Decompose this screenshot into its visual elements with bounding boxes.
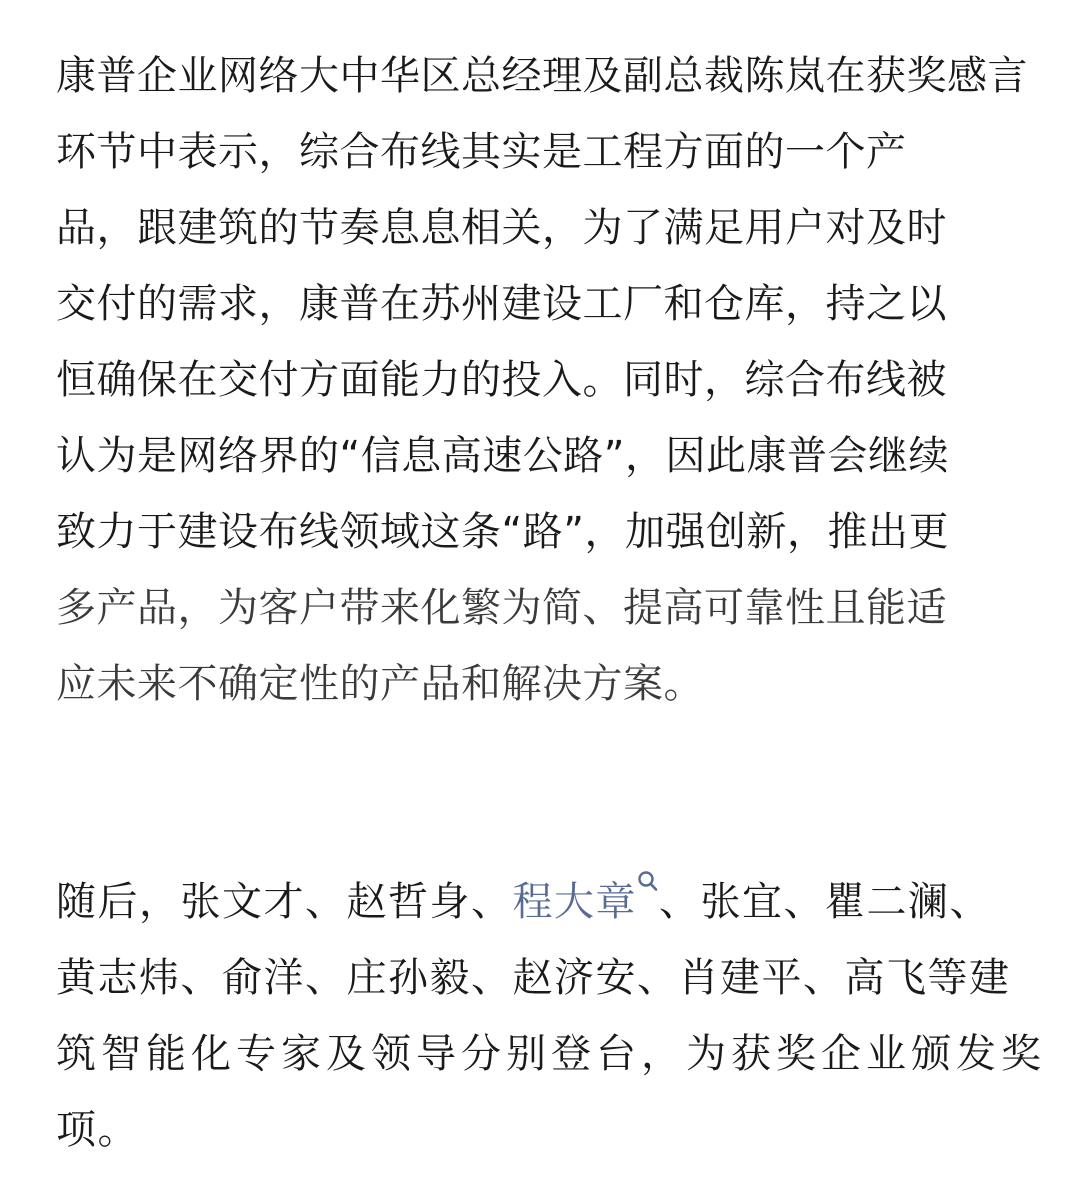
text-line: 品，跟建筑的节奏息息相关，为了满足用户对及时 [56,205,947,251]
text-line: 认为是网络界的“信息高速公路”，因此康普会继续 [56,433,949,479]
text-segment: 、张宜、瞿二澜、 [659,879,991,925]
text-line: 交付的需求，康普在苏州建设工厂和仓库，持之以 [56,281,947,327]
text-line: 环节中表示，综合布线其实是工程方面的一个产 [56,129,907,175]
text-line: 项。 [56,1107,139,1153]
text-line [56,864,1036,940]
text-line: 筑智能化专家及领导分别登台，为获奖企业颁发奖 [56,1031,1046,1077]
text-line: 应未来不确定性的产品和解决方案。 [56,661,704,707]
paragraph-award-presenters [56,864,1046,1168]
paragraph-award-speech [56,38,1036,722]
text-line: 致力于建设布线领域这条“路”，加强创新，推出更 [56,509,949,555]
search-link-cheng-dazhang[interactable] [513,879,660,925]
text-line: 黄志炜、俞洋、庄孙毅、赵济安、肖建平、高飞等建 [56,955,1011,1001]
text-line: 恒确保在交付方面能力的投入。同时，综合布线被 [56,357,947,403]
article-body [56,38,1046,1168]
search-link-label[interactable]: 程大章 [512,879,637,925]
text-line: 康普企业网络大中华区总经理及副总裁陈岚在获奖感言 [56,53,1028,99]
text-line: 多产品，为客户带来化繁为简、提高可靠性且能适 [56,585,947,631]
text-segment: 随后，张文才、赵哲身、 [56,879,513,925]
search-icon[interactable] [637,870,659,898]
